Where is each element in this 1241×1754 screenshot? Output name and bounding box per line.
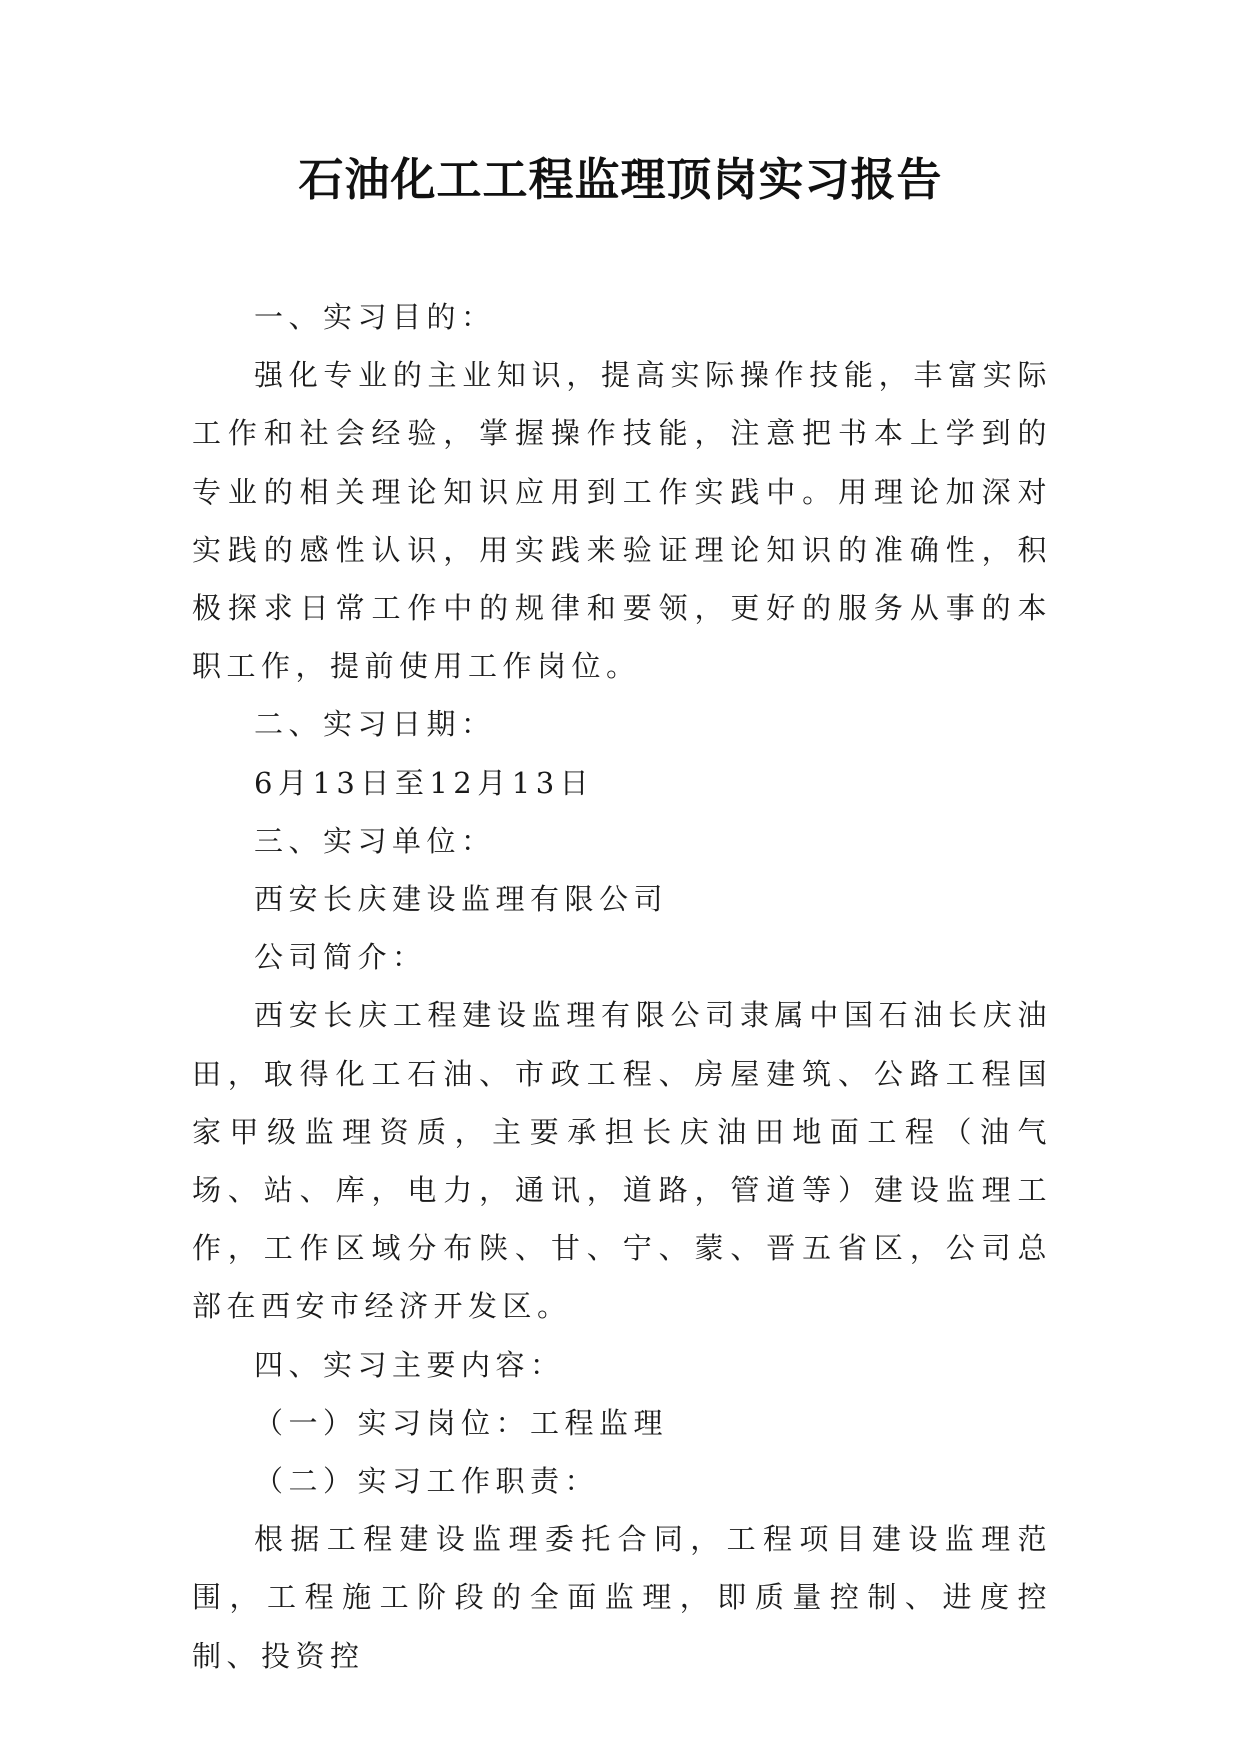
- paragraph-company-intro: 西安长庆工程建设监理有限公司隶属中国石油长庆油田，取得化工石油、市政工程、房屋建筑、公路工程国家甲级监理资质，主要承担长庆油田地面工程（油气场、站、库，电力，通讯，道路，管道等）建设监理工作，工作区域分布陕、甘、宁、蒙、晋五省区，公司总部在西安市经济开发区。: [192, 998, 1052, 1324]
- section-heading-purpose: 一、实习目的：: [254, 300, 496, 334]
- subheading-position: （一）实习岗位：工程监理: [254, 1405, 669, 1440]
- subheading-duties: （二）实习工作职责：: [254, 1464, 600, 1499]
- paragraph-duties: 根据工程建设监理委托合同，工程项目建设监理范围，工程施工阶段的全面监理，即质量控制、进度控制、投资控: [192, 1522, 1052, 1673]
- section-heading-date: 二、实习日期：: [254, 707, 496, 742]
- document-body: [192, 288, 1052, 1685]
- section-heading-unit: 三、实习单位：: [254, 823, 496, 858]
- section-heading-content: 四、实习主要内容：: [254, 1347, 565, 1382]
- document-title: 石油化工工程监理顶岗实习报告: [298, 153, 943, 206]
- subheading-company-intro: 公司简介：: [254, 940, 427, 975]
- paragraph-purpose: 强化专业的主业知识，提高实际操作技能，丰富实际工作和社会经验，掌握操作技能，注意把书本上学到的专业的相关理论知识应用到工作实践中。用理论加深对实践的感性认识，用实践来验证理论知识的准确性，积极探求日常工作中的规律和要领，更好的服务从事的本职工作，提前使用工作岗位。: [192, 358, 1052, 684]
- paragraph-unit: 西安长庆建设监理有限公司: [254, 882, 669, 917]
- paragraph-date: 6月13日至12月13日: [254, 765, 595, 800]
